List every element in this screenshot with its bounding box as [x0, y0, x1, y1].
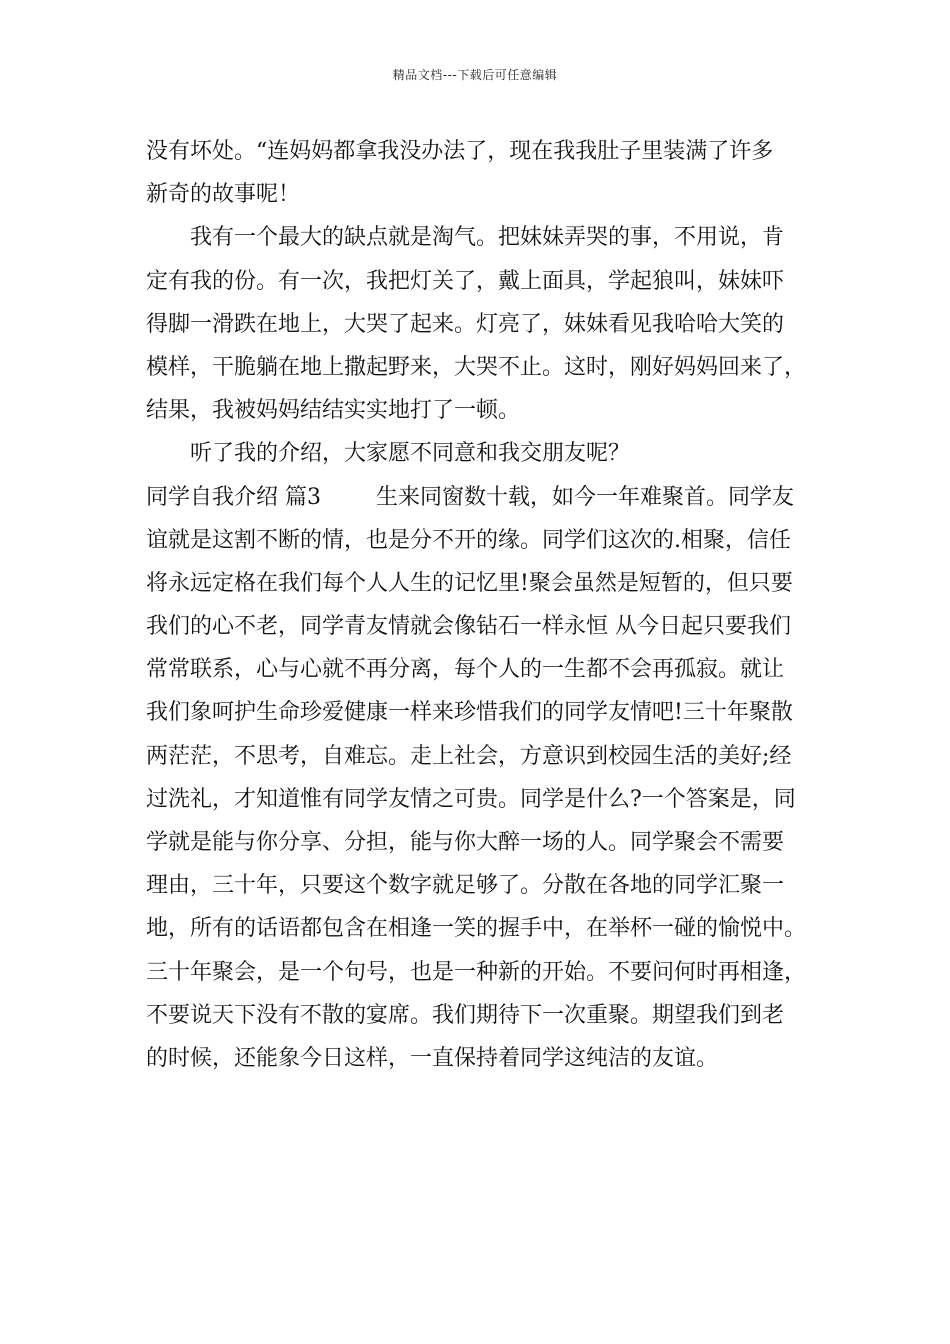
- text-line: 的时候，还能象今日这样，一直保持着同学这纯洁的友谊。: [146, 1045, 719, 1071]
- text-line: 新奇的故事呢！: [146, 182, 301, 208]
- text-line: 学就是能与你分享、分担，能与你大醉一场的人。同学聚会不需要: [146, 830, 785, 855]
- section-label: 同学自我介绍 篇3: [146, 484, 321, 510]
- text-line: 不要说天下没有不散的宴席。我们期待下一次重聚。期望我们到老: [146, 1002, 785, 1028]
- page-header: 精品文档---下载后可任意编辑: [392, 68, 558, 82]
- text-line: 理由，三十年，只要这个数字就足够了。分散在各地的同学汇聚一: [146, 873, 785, 899]
- document-body: [146, 130, 811, 1080]
- section-first-text: 生来同窗数十载，如今一年难聚首。同学友: [376, 484, 795, 510]
- text-line: 地，所有的话语都包含在相逢一笑的握手中，在举杯一碰的愉悦中。: [146, 916, 807, 942]
- text-line: 得脚一滑跌在地上，大哭了起来。灯亮了，妹妹看见我哈哈大笑的: [146, 311, 785, 337]
- section-heading-line: [146, 476, 811, 519]
- text-line: 我们的心不老，同学青友情就会像钻石一样永恒 从今日起只要我们: [146, 614, 791, 640]
- text-line: 常常联系，心与心就不再分离，每个人的一生都不会再孤寂。就让: [146, 657, 785, 683]
- text-line: 将永远定格在我们每个人人生的记忆里!聚会虽然是短暂的，但只要: [146, 570, 793, 596]
- text-line: 结果，我被妈妈结结实实地打了一顿。: [146, 398, 521, 424]
- text-line: 三十年聚会，是一个句号，也是一种新的开始。不要问何时再相逢，: [146, 959, 807, 985]
- text-line: 定有我的份。有一次，我把灯关了，戴上面具，学起狼叫，妹妹吓: [146, 268, 785, 294]
- text-line: 我有一个最大的缺点就是淘气。把妹妹弄哭的事，不用说，肯: [190, 225, 785, 251]
- text-line: 模样，干脆躺在地上撒起野来，大哭不止。这时，刚好妈妈回来了，: [146, 354, 807, 380]
- text-line: 过洗礼，才知道惟有同学友情之可贵。同学是什么?一个答案是，同: [146, 786, 796, 812]
- text-line: 听了我的介绍，大家愿不同意和我交朋友呢？: [190, 441, 631, 467]
- text-line: 没有坏处。“连妈妈都拿我没办法了，现在我我肚子里装满了许多: [146, 139, 774, 164]
- text-line: 两茫茫，不思考，自难忘。走上社会，方意识到校园生活的美好;经: [146, 743, 792, 769]
- text-line: 谊就是这割不断的情，也是分不开的缘。同学们这次的.相聚，信任: [146, 527, 791, 553]
- text-line: 我们象呵护生命珍爱健康一样来珍惜我们的同学友情吧!三十年聚散: [146, 700, 793, 726]
